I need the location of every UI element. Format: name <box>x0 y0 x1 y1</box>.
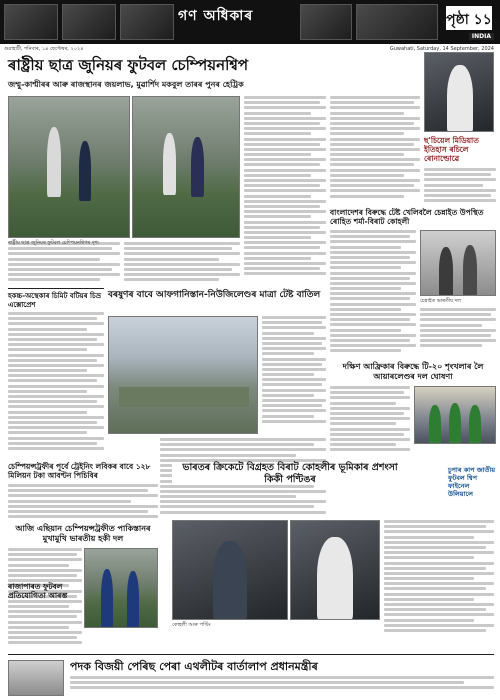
africa-headline: দক্ষিণ আফ্ৰিকাৰ বিৰুদ্ধে টি-২০ শৃংখলাৰ লৈ আয়াৰলেণ্ডৰ দল ঘোষণা <box>342 362 484 381</box>
section-rule <box>8 288 104 289</box>
football-photo-2 <box>132 96 240 238</box>
kohli-headline: ভাৰতৰ ক্ৰিকেটে বিগ্ৰহত বিৰাট কোহলীৰ ভূমিকাৰ প্ৰশংসা কিকী পণ্টিঙৰ <box>172 462 408 485</box>
bangladesh-photo <box>420 230 496 296</box>
football-photo-1 <box>8 96 130 238</box>
masthead-photo <box>120 4 174 40</box>
bangladesh-body <box>330 230 416 360</box>
social-media-headline: ছ'চিয়েল মিডিয়াত ইতিহাস ৰচিলে ৰোনাল্ডোৱে <box>424 136 479 163</box>
ponting-photo <box>172 520 288 620</box>
lead-headline: ৰাষ্ট্ৰীয় ছাত্ৰ জুনিয়ৰ ফুটবল চেম্পিয়নশ্বিপ <box>8 56 249 74</box>
afghanistan-body <box>262 316 326 434</box>
social-media-body <box>424 168 496 204</box>
hockey-headline: হকচ্চ-অস্থেকাৰ চিমিট বটিয়ৰ চিভ্ৰ এক্সোপ্ৰেশ <box>8 292 101 309</box>
kohli-photo <box>290 520 380 620</box>
lead-body-col3 <box>244 96 326 291</box>
lead-body-col2 <box>124 242 240 282</box>
date-line: গুৱাহাটী, শনিবাৰ, ১৪ ছেপ্টেম্বৰ, ২০২৪ <box>4 46 84 52</box>
bangladesh-headline: বাংলাদেশৰ বিৰুদ্ধে টেষ্ট খেলিবলৈ চেন্নাইত উপস্থিত ৰোহিত শৰ্মা-বিৰাট কোহলী <box>330 208 484 226</box>
asia-body <box>8 548 82 652</box>
afghanistan-headline: বৰষুণৰ বাবে আফগানিস্তান-নিউজিলেণ্ডৰ মাত্ৰা টেষ্ট বাতিল <box>108 290 321 300</box>
lead-body-col4 <box>330 96 420 204</box>
section-rule <box>8 654 494 655</box>
bangladesh-photo-caption: চেন্নাইত ভাৰতীয় দল <box>420 298 462 304</box>
champions-headline: চেম্পিয়ন্সট্ৰফীৰ পূৰ্বে ট্ৰেইনিং লবিকৰ বাবে ১২৮ মিলিয়ন টকা আবণ্টন পিচিবিৰ <box>8 462 151 480</box>
bangladesh-body-2 <box>420 308 496 358</box>
stadium-photo <box>108 316 258 434</box>
masthead-title: গণ অধিকাৰ <box>178 8 254 24</box>
africa-body <box>330 386 410 456</box>
masthead-photo <box>356 4 438 40</box>
edition-tag: INDIA <box>469 33 494 40</box>
hockey-photo <box>84 548 158 628</box>
super-cup-headline: চুপাৰ কাপ জাতীয় ফুটবল শ্বিপ ফাইনেল উলিয়ালে <box>448 466 496 498</box>
bottom-headline: পদক বিজয়ী পেৰিছ পেৰা এথলীটৰ বাৰ্তালাপ প্ৰধানমন্ত্ৰীৰ <box>70 660 318 673</box>
masthead-photo <box>300 4 352 40</box>
para-athletes-photo <box>8 660 64 696</box>
date-line-english: Guwahati, Saturday, 14 September, 2024 <box>389 46 494 52</box>
kohli-body <box>384 520 494 644</box>
masthead <box>0 0 500 44</box>
lead-subhead: জম্মু-কাশ্মীৰৰ আৰু ৰাজস্থানৰ জয়লাভ, মুৱাৰ্শিদ মকবুল তাৰৰ পুনৰ হেট্ৰিক <box>8 80 244 89</box>
masthead-photo <box>62 4 116 40</box>
footballers-caption: ৰাষ্ট্ৰীয় ছাত্ৰ জুনিয়ৰ ফুটবল চেম্পিয়নশ্বিপৰ দৃশ্য <box>8 240 99 246</box>
local-football-headline: ৰাজাপাৰত ফুটবল প্ৰতিযোগিতা আৰম্ভ <box>8 582 68 600</box>
kohli-photo-caption: কোহলী আৰু পণ্টিং <box>172 622 211 628</box>
masthead-photo <box>4 4 58 40</box>
asia-headline: আজি এছিয়ান চেম্পিয়ন্সট্ৰফীত পাকিস্তানৰ মুখামুখি ভাৰতীয় হকী দল <box>15 524 151 543</box>
lead-body-col1 <box>8 242 120 282</box>
hockey-body <box>8 312 104 460</box>
bottom-body <box>70 676 494 696</box>
page-number: পৃষ্ঠা ১১ <box>444 4 494 32</box>
ronaldo-photo <box>424 52 494 132</box>
champions-body <box>8 484 158 520</box>
ireland-photo <box>414 386 496 444</box>
